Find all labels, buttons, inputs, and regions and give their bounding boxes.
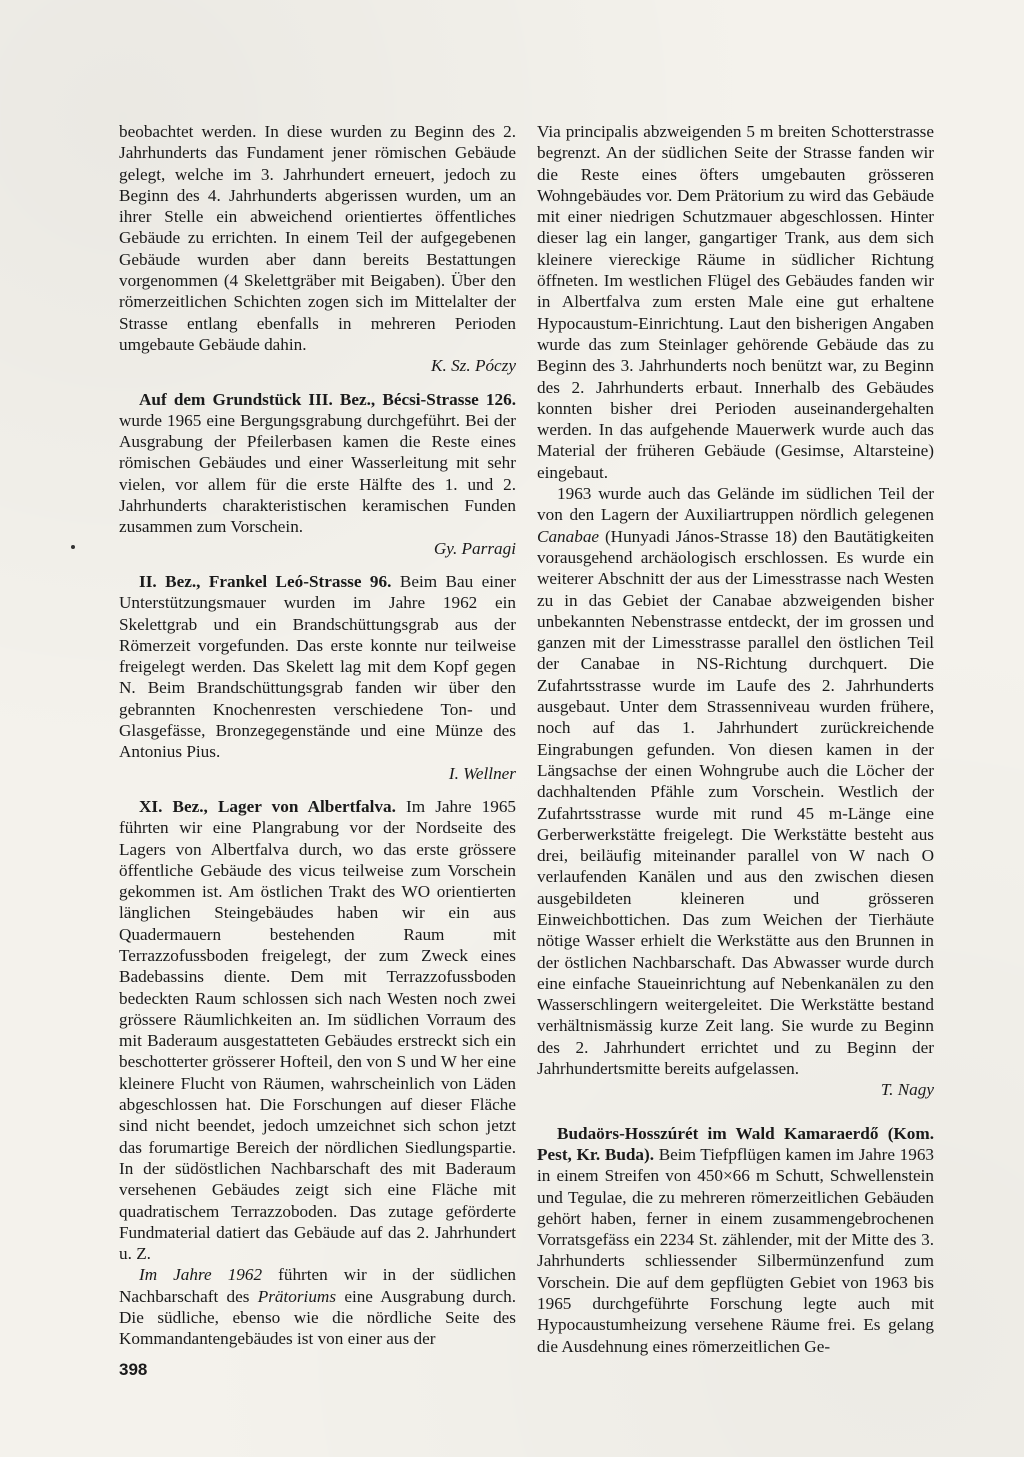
heading-becsi-strasse: Auf dem Grundstück III. Bez., Bécsi-Strasse 126. xyxy=(139,389,516,409)
text-budaors: Beim Tiefpflügen kamen im Jahre 1963 in einem Streifen von 450×66 m Schutt, Schwellenstein und Tegulae, die zu mehreren römerzeitlichen Gebäuden gehört haben, ferner in einem zusammengebrochenen Vorratsgefäss ein 2234 St. zählender, mit der Mitte des 3. Jahrhunderts schliessender Silbermünzenfund zum Vorschein. Die auf dem gepflügten Gebiet von 1963 bis 1965 durchgeführte Forschung legte auch mit Hypocaustumheizung versehene Räume frei. Es gelang die Ausdehnung eines römerzeitlichen Ge- xyxy=(537,1144,935,1356)
italic-canabae: Canabae xyxy=(537,526,600,546)
signature-parragi: Gy. Parragi xyxy=(433,538,516,558)
print-speck xyxy=(71,545,75,549)
text-canabae-post: (Hunyadi János-Strasse 18) den Bautätigkeiten vorausgehend archäologisch erschlossen. Es wurde ein weiterer Abschnitt der aus der Limesstrasse nach Westen zu in das Gebiet der Canabae abzweigenden bisher unbekannten Nebenstrasse entdeckt, der im grossen und ganzen mit der Limesstrasse parallel den östlichen Teil der Canabae in NS-Richtung durchquert. Die Zufahrtsstrasse wurde im Laufe des 2. Jahrhunderts ausgebaut. Unter dem Strassenniveau wurden frühere, noch auf das 1. Jahrhundert zurückreichende Eingrabungen gefunden. Von diesen kamen in der Längsachse der einen Wohngrube auch die Löcher der dachhaltenden Pfähle zum Vorschein. Westlich der Zufahrtsstrasse wurde mit rund 45 m-Länge eine Gerberwerkstätte freigelegt. Die Werkstätte besteht aus drei, beiläufig miteinander parallel von W nach O verlaufenden Kanälen und aus den zwischen diesen ausgebildeten kleineren und grösseren Einweichbottichen. Das zum Weichen der Tierhäute nötige Wasser erhielt die Werkstätte aus den Brunnen in der östlichen Nachbarschaft. Das Abwasser wurde durch eine einfache Staueinrichtung auf Nebenkanälen zu den Wasserschlingern weitergeleitet. Die Werkstätte bestand verhältnismässig kurze Zeit lang. Sie wurde zu Beginn des 2. Jahrhundert errichtet und zu Beginn der Jahrhundertsmitte bereits aufgelassen. xyxy=(537,526,934,1079)
italic-year-1962: Im Jahre 1962 xyxy=(139,1265,263,1285)
italic-praetorium: Prätoriums xyxy=(257,1286,337,1306)
text-praetorium-pre: führten wir in der südlichen Nachbarschaft des xyxy=(119,1265,516,1306)
signature-wellner: I. Wellner xyxy=(448,763,516,783)
text-canabae-pre: 1963 wurde auch das Gelände im südlichen Teil der von den Lagern der Auxiliartruppen nördlich gelegenen xyxy=(537,484,934,525)
section-budaors xyxy=(537,1123,934,1357)
text-frankel-leo: Beim Bau einer Unterstützungsmauer wurden im Jahre 1962 ein Skelettgrab und ein Brandschüttungsgrab aus der Römerzeit vorgefunden. Das erste konnte nur teilweise freigelegt werden. Das Skelett lag mit dem Kopf gegen N. Beim Brandschüttungsgrab fanden wir über den gebrannten Knochenresten verschiedene Ton- und Glasgefässe, Bronzegegenstände und eine Münze des Antonius Pius. xyxy=(119,571,517,762)
paragraph-left-1: beobachtet werden. In diese wurden zu Beginn des 2. Jahrhunderts das Fundament jener römischen Gebäude gelegt, welche im 3. Jahrhundert erneuert, jedoch zu Beginn des 4. Jahrhunderts abgerissen wurden, um an ihrer Stelle ein abweichend orientiertes öffentliches Gebäude zu errichten. In einem Teil der aufgegebenen Gebäude wurden aber dann bereits Bestattungen vorgenommen (4 Skelettgräber mit Beigaben). Über den römerzeitlichen Schichten zogen sich im Mittelalter der Strasse entlang ebenfalls in mehreren Perioden umgebaute Gebäude dahin. xyxy=(119,122,516,354)
heading-albertfalva: XI. Bez., Lager von Albertfalva. xyxy=(139,796,396,816)
text-praetorium-post: eine Ausgrabung durch. Die südliche, ebenso wie die nördliche Seite des Kommandantengebäudes ist von einer aus der xyxy=(119,1286,516,1349)
text-albertfalva: Im Jahre 1965 führten wir eine Plangrabung vor der Nordseite des Lagers von Albertfalva durch, wo das erste grössere öffentliche Gebäude des vicus teilweise zum Vorschein gekommen ist. Am östlichen Trakt des WO orientierten länglichen Steingebäudes haben wir ein aus Quadermauern bestehenden Raum mit Terrazzofussboden freigelegt, der zum Zweck eines Badebassins diente. Dem mit Terrazzofussboden bedeckten Raum schlossen sich nach Westen noch zwei grössere Räumlichkeiten an. Im südlichen Vorraum des mit Baderaum ausgestatteten Gebäudes erstreckt sich ein beschotterter grösserer Hofteil, den von S und W her eine kleinere Flucht von Räumen, wahrscheinlich von Läden abgeschlossen hat. Die Forschungen auf dieser Fläche sind nicht beendet, jedoch umzeichnet sich schon jetzt das forumartige Bereich der nördlichen Siedlungspartie. In der südöstlichen Nachbarschaft des mit Baderaum versehenen Gebäudes zeigt sich eine Fläche mit quadratischem Terrazzoboden. Das zutage geförderte Fundmaterial datiert das Gebäude auf das 2. Jahrhundert u. Z. xyxy=(119,796,517,1264)
page-number: 398 xyxy=(119,1360,148,1379)
paragraph-praetorium xyxy=(119,1264,516,1349)
paragraph-right-1: Via principalis abzweigenden 5 m breiten Schotterstrasse begrenzt. An der südlichen Seite der Strasse fanden wir die Reste eines öfters umgebauten grösseren Wohngebäudes vor. Dem Prätorium zu wird das Gebäude mit einer niedrigen Schutzmauer abgeschlossen. Hinter dieser lag ein langer, gangartiger Trank, aus dem sich kleinere viereckige Räume in südlicher Richtung öffneten. Im westlichen Flügel des Gebäudes fanden wir in Albertfalva zum ersten Male eine gut erhaltene Hypocaustum-Einrichtung. Laut den bisherigen Angaben wurde das zum Steinlager gehörende Gebäude das zu Beginn des 3. Jahrhunderts noch benützt war, zu Beginn des 2. Jahrhunderts erbaut. Innerhalb des Gebäudes konnten bisher drei Perioden auseinandergehalten werden. In das aufgehende Mauerwerk wurde auch das Material der früheren Gebäude (Gesimse, Altarsteine) eingebaut. xyxy=(537,122,934,482)
section-albertfalva xyxy=(119,796,516,1265)
right-column xyxy=(537,121,934,1357)
paragraph-canabae xyxy=(537,483,934,1079)
signature-poczy: K. Sz. Póczy xyxy=(431,356,516,376)
text-becsi-strasse: wurde 1965 eine Bergungsgrabung durchgeführt. Bei der Ausgrabung der Pfeilerbasen kamen die Reste eines römischen Gebäudes und einer Wasserleitung mit sehr vielen, vor allem für die erste Hälfte des 1. und 2. Jahrhunderts charakteristischen keramischen Funden zusammen zum Vorschein. xyxy=(119,410,516,537)
heading-budaors: Budaörs-Hosszúrét im Wald Kamaraerdő (Kom. Pest, Kr. Buda). xyxy=(537,1123,934,1164)
section-frankel-leo xyxy=(119,571,516,763)
signature-nagy: T. Nagy xyxy=(880,1080,934,1100)
left-column xyxy=(119,121,516,1350)
section-becsi-strasse xyxy=(119,389,516,538)
heading-frankel-leo: II. Bez., Frankel Leó-Strasse 96. xyxy=(139,571,392,591)
